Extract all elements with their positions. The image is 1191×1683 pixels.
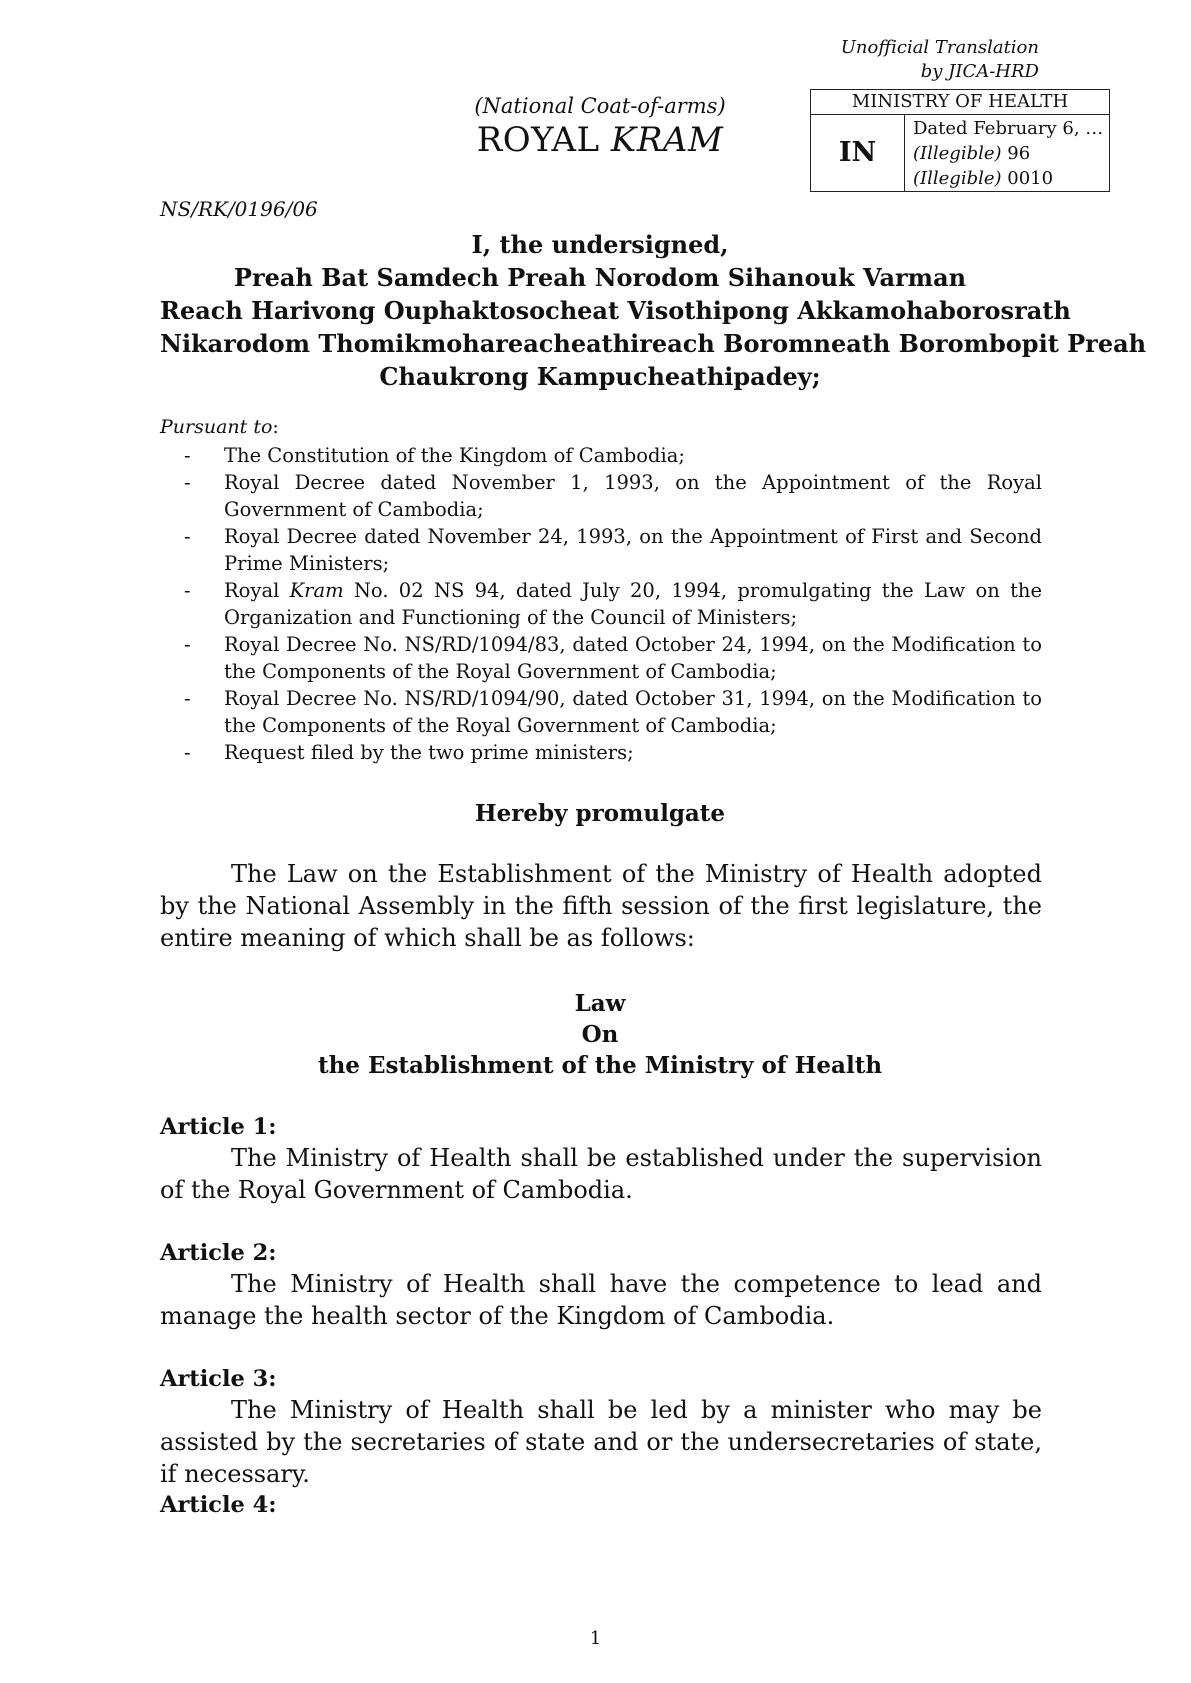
stamp-details (913, 116, 1103, 191)
title-line-3: Reach Harivong Ouphaktosocheat Visothipong Akkamohaborosrath (160, 296, 1071, 325)
stamp-line-2-value: 96 (1007, 143, 1031, 164)
article-1-text: The Ministry of Health shall be established under the supervision of the Royal Government of Cambodia. (160, 1144, 1042, 1204)
title-line-2: Preah Bat Samdech Preah Norodom Sihanouk Varman (233, 263, 967, 292)
law-title-line-2: On (581, 1021, 619, 1048)
stamp-in-label: IN (811, 114, 905, 191)
law-title-line-3: the Establishment of the Ministry of Health (317, 1052, 883, 1079)
kram-item-line1 (224, 579, 1042, 602)
article-3-text: The Ministry of Health shall be led by a minister who may be assisted by the secretaries of state and or the undersecretaries of state, if necessary. (160, 1396, 1042, 1488)
list-item (160, 442, 1042, 469)
list-item-text: Royal Decree dated November 1, 1993, on the Appointment of the Royal Government of Cambodia; (224, 471, 1042, 521)
pursuant-label-text: Pursuant to (160, 416, 273, 438)
list-item (160, 631, 1042, 685)
list-item (160, 739, 1042, 766)
kram-item-line2: Organization and Functioning of the Council of Ministers; (224, 606, 798, 629)
list-item-text: Royal Decree No. NS/RD/1094/83, dated October 24, 1994, on the Modification to the Components of the Royal Government of Cambodia; (224, 633, 1042, 683)
stamp-illegible-2: (Illegible) (913, 168, 1002, 189)
stamp-date: Dated February 6, … (913, 118, 1104, 139)
list-item-text: Request filed by the two prime ministers; (224, 741, 634, 764)
reference-number: NS/RK/0196/06 (160, 197, 318, 221)
royal-kram-title (440, 120, 760, 160)
title-line-5: Chaukrong Kampucheathipadey; (379, 362, 821, 391)
translation-note-line2: by JICA-HRD (920, 61, 1039, 82)
article-4-heading: Article 4: (160, 1492, 277, 1518)
list-item (160, 685, 1042, 739)
stamp-line-2 (913, 141, 1103, 166)
kram-item-italic: Kram (289, 579, 344, 602)
title-line-1: I, the undersigned, (471, 230, 729, 259)
article-3-heading: Article 3: (160, 1366, 277, 1392)
pursuant-list (160, 442, 1042, 766)
page-number: 1 (589, 1628, 602, 1649)
royal-word: ROYAL (476, 120, 600, 160)
stamp-line-3-value: 0010 (1007, 168, 1054, 189)
law-title (160, 988, 1040, 1081)
pursuant-colon: : (272, 416, 279, 438)
stamp-line-3 (913, 166, 1103, 191)
list-dash: - (184, 444, 191, 467)
pursuant-label (160, 416, 279, 438)
list-item-text: Royal Decree No. NS/RD/1094/90, dated October 31, 1994, on the Modification to the Components of the Royal Government of Cambodia; (224, 687, 1042, 737)
list-item-text: The Constitution of the Kingdom of Cambodia; (224, 444, 685, 467)
translation-note-line1: Unofficial Translation (840, 37, 1039, 58)
list-item (160, 469, 1042, 523)
list-dash: - (184, 525, 191, 548)
article-2-text: The Ministry of Health shall have the competence to lead and manage the health sector of the Kingdom of Cambodia. (160, 1270, 1042, 1330)
list-dash: - (184, 633, 191, 656)
kram-item-before: Royal (224, 579, 290, 602)
stamp-illegible-1: (Illegible) (913, 143, 1002, 164)
list-item-text: Royal Decree dated November 24, 1993, on the Appointment of First and Second Prime Ministers; (224, 525, 1042, 575)
intro-paragraph: The Law on the Establishment of the Ministry of Health adopted by the National Assembly in the fifth session of the first legislature, the entire meaning of which shall be as follows: (160, 860, 1042, 952)
list-dash: - (184, 579, 191, 602)
coat-of-arms-label: (National Coat-of-arms) (474, 94, 726, 118)
stamp-title: MINISTRY OF HEALTH (811, 90, 1109, 115)
translation-note (841, 36, 1039, 84)
royal-titles (160, 228, 1147, 393)
kram-item-after: No. 02 NS 94, dated July 20, 1994, promulgating the Law on the (343, 579, 1042, 602)
list-item (160, 523, 1042, 577)
list-dash: - (184, 471, 191, 494)
promulgate-heading: Hereby promulgate (474, 800, 726, 827)
title-line-4: Nikarodom Thomikmohareacheathireach Boromneath Borombopit Preah (160, 329, 1147, 358)
list-dash: - (184, 741, 191, 764)
law-title-line-1: Law (574, 990, 626, 1017)
list-item (160, 577, 1042, 631)
ministry-stamp (810, 89, 1110, 192)
article-2-heading: Article 2: (160, 1240, 277, 1266)
kram-word: KRAM (610, 120, 724, 160)
list-dash: - (184, 687, 191, 710)
article-1-heading: Article 1: (160, 1114, 277, 1140)
